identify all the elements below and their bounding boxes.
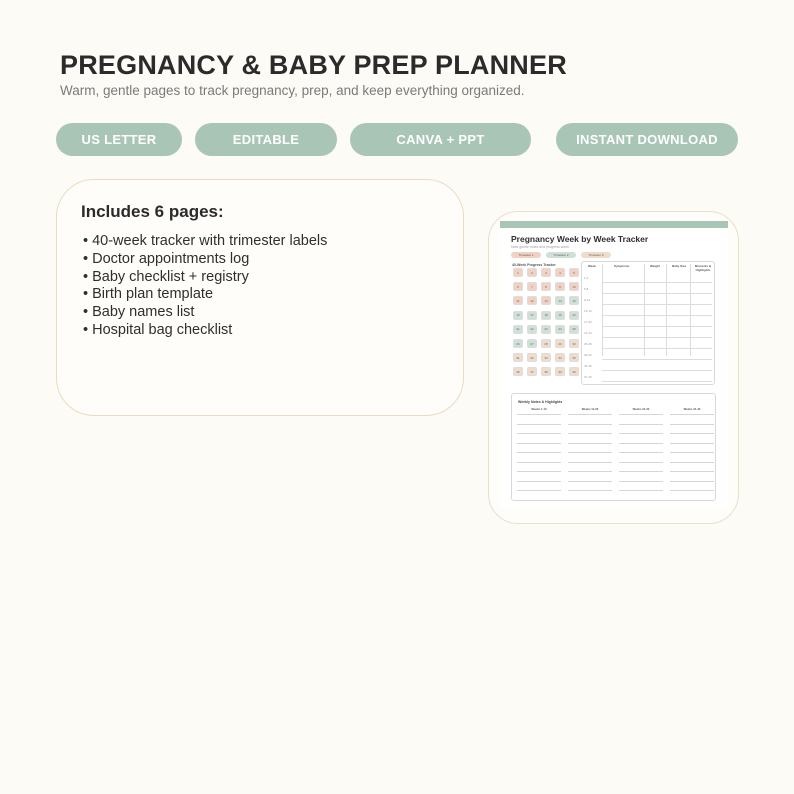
week-cell: 26 (513, 339, 523, 348)
week-cell: 9 (555, 282, 565, 291)
notes-line (517, 424, 561, 425)
notes-line (568, 490, 612, 491)
preview-document (500, 221, 728, 507)
notes-line (670, 481, 714, 482)
table-header-week: Week (588, 264, 596, 268)
notes-column-header: Weeks 1-10 (531, 407, 547, 411)
table-row-line (602, 337, 712, 338)
table-week-label: 33-36 (584, 364, 592, 368)
page-title: PREGNANCY & BABY PREP PLANNER (60, 50, 567, 80)
table-row-line (602, 315, 712, 316)
week-cell: 10 (569, 282, 579, 291)
includes-card (56, 179, 464, 416)
week-cell: 4 (555, 268, 565, 277)
list-item: • Birth plan template (83, 286, 214, 303)
week-cell: 12 (527, 296, 537, 305)
table-column-line (644, 264, 645, 356)
table-week-label: 13-16 (584, 309, 592, 313)
week-cell: 38 (541, 367, 551, 376)
week-cell: 7 (527, 282, 537, 291)
week-cell: 22 (527, 325, 537, 334)
weekly-table (581, 261, 715, 385)
notes-line (670, 443, 714, 444)
notes-line (568, 481, 612, 482)
week-cell: 23 (541, 325, 551, 334)
week-cell: 21 (513, 325, 523, 334)
week-cell: 14 (555, 296, 565, 305)
week-cell: 18 (541, 311, 551, 320)
week-cell: 40 (569, 367, 579, 376)
includes-title: Includes 6 pages: (81, 202, 224, 221)
table-week-label: 25-28 (584, 342, 592, 346)
notes-line (517, 414, 561, 415)
table-row-line (602, 370, 712, 371)
notes-column-header: Weeks 11-20 (581, 407, 599, 411)
notes-line (517, 471, 561, 472)
progress-tracker-label: 40-Week Progress Tracker (512, 263, 556, 267)
notes-line (517, 433, 561, 434)
notes-line (619, 471, 663, 472)
notes-line (568, 433, 612, 434)
doc-subtitle: Note gentle notes and progress week (511, 245, 569, 249)
table-row-line (602, 381, 712, 382)
notes-line (670, 462, 714, 463)
notes-line (517, 481, 561, 482)
badge-editable: EDITABLE (195, 123, 337, 156)
week-cell: 8 (541, 282, 551, 291)
table-column-line (602, 264, 603, 356)
notes-line (670, 471, 714, 472)
notes-line (619, 433, 663, 434)
week-cell: 25 (569, 325, 579, 334)
notes-line (568, 443, 612, 444)
week-cell: 30 (569, 339, 579, 348)
table-week-label: 21-24 (584, 331, 592, 335)
list-item: • Baby checklist + registry (83, 268, 249, 285)
week-cell: 15 (569, 296, 579, 305)
doc-title: Pregnancy Week by Week Tracker (511, 234, 649, 244)
notes-line (670, 452, 714, 453)
notes-line (568, 471, 612, 472)
week-cell: 33 (541, 353, 551, 362)
table-week-label: 9-12 (584, 298, 591, 302)
table-week-label: 29-32 (584, 353, 592, 357)
week-cell: 35 (569, 353, 579, 362)
week-cell: 1 (513, 268, 523, 277)
doc-header-bar (500, 221, 728, 228)
week-cell: 3 (541, 268, 551, 277)
notes-line (619, 443, 663, 444)
week-cell: 39 (555, 367, 565, 376)
trimester-2-badge: Trimester 2 (546, 252, 576, 258)
week-cell: 27 (527, 339, 537, 348)
table-week-label: 17-20 (584, 320, 592, 324)
table-week-label: 37-40 (584, 375, 592, 379)
week-cell: 11 (513, 296, 523, 305)
notes-line (568, 452, 612, 453)
week-cell: 5 (569, 268, 579, 277)
notes-line (568, 424, 612, 425)
week-cell: 29 (555, 339, 565, 348)
table-week-label: 5-8 (584, 287, 589, 291)
notes-line (619, 462, 663, 463)
week-cell: 16 (513, 311, 523, 320)
week-cell: 13 (541, 296, 551, 305)
table-column-line (690, 264, 691, 356)
table-header-symptoms: Symptoms (614, 264, 630, 268)
notes-line (568, 462, 612, 463)
notes-line (517, 490, 561, 491)
list-item: • Baby names list (83, 304, 195, 321)
notes-title: Weekly Notes & Highlights (518, 400, 563, 404)
week-cell: 2 (527, 268, 537, 277)
table-row-line (602, 348, 712, 349)
notes-line (670, 490, 714, 491)
notes-line (619, 490, 663, 491)
list-item: • 40-week tracker with trimester labels (83, 233, 328, 249)
week-cell: 20 (569, 311, 579, 320)
week-cell: 17 (527, 311, 537, 320)
table-row-line (602, 282, 712, 283)
table-column-line (666, 264, 667, 356)
notes-line (517, 452, 561, 453)
table-row-line (602, 326, 712, 327)
table-header-moments: Moments & Highlights (694, 264, 712, 272)
table-header-baby-size: Baby Size (672, 264, 687, 268)
table-week-label: 1-4 (584, 276, 589, 280)
table-header-weight: Weight (650, 264, 660, 268)
badge-canva-ppt: CANVA + PPT (350, 123, 531, 156)
week-cell: 37 (527, 367, 537, 376)
list-item: • Hospital bag checklist (83, 321, 233, 338)
notes-line (619, 424, 663, 425)
list-item: • Doctor appointments log (83, 250, 250, 267)
notes-column-header: Weeks 21-30 (632, 407, 650, 411)
week-cell: 6 (513, 282, 523, 291)
table-row-line (602, 304, 712, 305)
notes-line (670, 424, 714, 425)
notes-column-header: Weeks 31-40 (683, 407, 701, 411)
table-row-line (602, 293, 712, 294)
week-cell: 28 (541, 339, 551, 348)
badge-instant-download: INSTANT DOWNLOAD (556, 123, 738, 156)
week-cell: 34 (555, 353, 565, 362)
week-cell: 36 (513, 367, 523, 376)
page-subtitle: Warm, gentle pages to track pregnancy, prep, and keep everything organized. (60, 83, 525, 98)
trimester-3-badge: Trimester 3 (581, 252, 611, 258)
notes-line (670, 433, 714, 434)
week-cell: 19 (555, 311, 565, 320)
weekly-notes-box (511, 393, 716, 501)
notes-line (619, 414, 663, 415)
notes-line (517, 462, 561, 463)
notes-line (517, 443, 561, 444)
includes-list (83, 233, 327, 340)
notes-line (619, 452, 663, 453)
notes-line (568, 414, 612, 415)
badge-us-letter: US LETTER (56, 123, 182, 156)
week-cell: 32 (527, 353, 537, 362)
week-cell: 24 (555, 325, 565, 334)
trimester-1-badge: Trimester 1 (511, 252, 541, 258)
week-cell: 31 (513, 353, 523, 362)
notes-line (670, 414, 714, 415)
notes-line (619, 481, 663, 482)
table-row-line (602, 359, 712, 360)
